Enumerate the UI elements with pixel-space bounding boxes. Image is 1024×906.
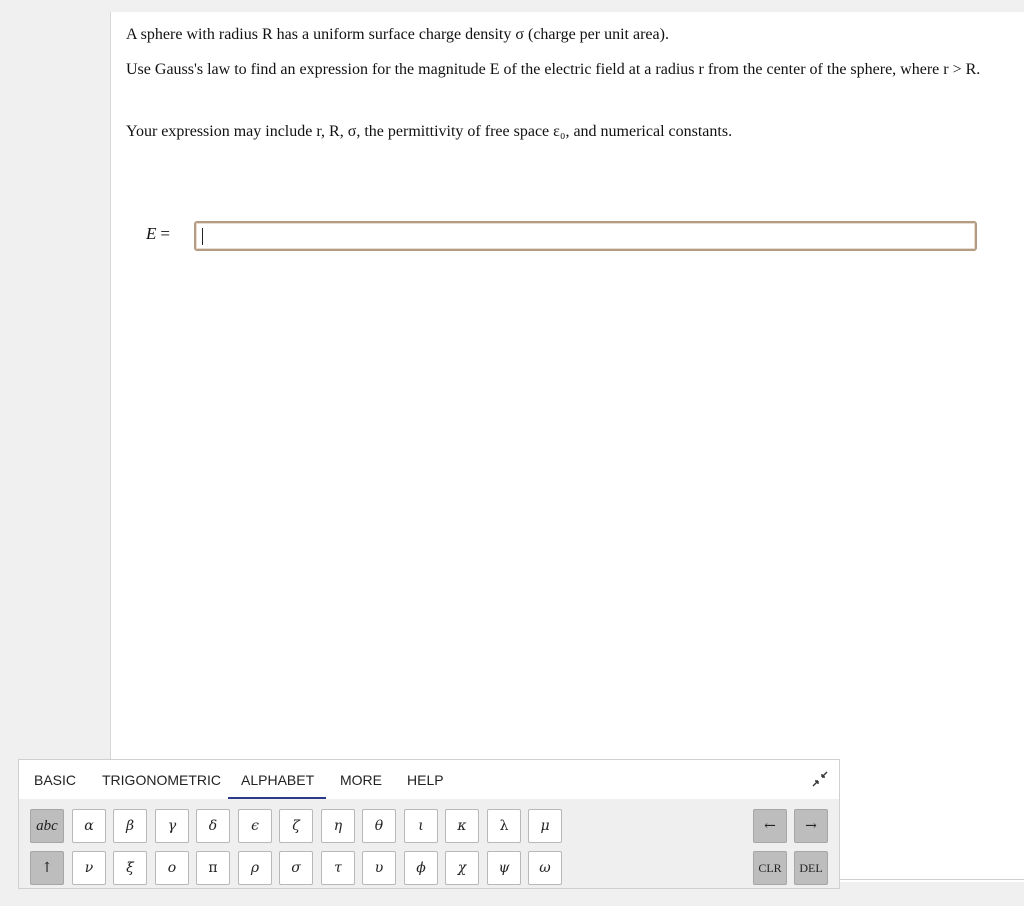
question-line-3: Your expression may include r, R, σ, the permittivity of free space ε₀, and numerical constants. [126, 123, 733, 140]
key-iota[interactable]: ι [404, 809, 438, 843]
key-shift-up-arrow[interactable]: ↑ [30, 851, 64, 885]
key-rho[interactable]: ρ [238, 851, 272, 885]
key-abc[interactable]: abc [30, 809, 64, 843]
text-caret [202, 228, 203, 245]
tab-alphabet[interactable]: ALPHABET [241, 772, 315, 788]
answer-input[interactable] [194, 221, 977, 251]
key-sigma[interactable]: σ [279, 851, 313, 885]
tab-help[interactable]: HELP [407, 772, 444, 788]
math-keyboard [18, 759, 840, 889]
key-kappa[interactable]: κ [445, 809, 479, 843]
cursor-right-button[interactable]: → [794, 809, 828, 843]
answer-equals: = [160, 224, 170, 243]
clear-button[interactable]: CLR [753, 851, 787, 885]
cursor-left-button[interactable]: ← [753, 809, 787, 843]
delete-button[interactable]: DEL [794, 851, 828, 885]
key-omicron[interactable]: ο [155, 851, 189, 885]
answer-variable: E [146, 224, 157, 243]
question-line-1: A sphere with radius R has a uniform surface charge density σ (charge per unit area). [126, 26, 669, 43]
key-eta[interactable]: η [321, 809, 355, 843]
key-theta[interactable]: θ [362, 809, 396, 843]
key-upsilon[interactable]: υ [362, 851, 396, 885]
key-pi[interactable]: π [196, 851, 230, 885]
answer-label [146, 224, 170, 244]
divider [840, 879, 1024, 880]
tab-basic[interactable]: BASIC [34, 772, 77, 788]
key-chi[interactable]: χ [445, 851, 479, 885]
key-psi[interactable]: ψ [487, 851, 521, 885]
question-panel [110, 12, 1024, 882]
active-tab-indicator [228, 797, 326, 799]
key-gamma[interactable]: γ [155, 809, 189, 843]
tab-more[interactable]: MORE [340, 772, 382, 788]
key-omega[interactable]: ω [528, 851, 562, 885]
keyboard-tab-bar [19, 760, 839, 799]
key-tau[interactable]: τ [321, 851, 355, 885]
key-mu[interactable]: μ [528, 809, 562, 843]
key-nu[interactable]: ν [72, 851, 106, 885]
key-phi[interactable]: ϕ [404, 851, 438, 885]
key-zeta[interactable]: ζ [279, 809, 313, 843]
key-alpha[interactable]: α [72, 809, 106, 843]
key-xi[interactable]: ξ [113, 851, 147, 885]
collapse-arrows-icon[interactable] [811, 770, 829, 788]
tab-trigonometric[interactable]: TRIGONOMETRIC [102, 772, 221, 788]
key-delta[interactable]: δ [196, 809, 230, 843]
key-beta[interactable]: β [113, 809, 147, 843]
key-lambda[interactable]: λ [487, 809, 521, 843]
question-line-2: Use Gauss's law to find an expression for the magnitude E of the electric field at a radius r from the center of the sphere, where r > R. [126, 61, 981, 78]
key-epsilon[interactable]: ϵ [238, 809, 272, 843]
